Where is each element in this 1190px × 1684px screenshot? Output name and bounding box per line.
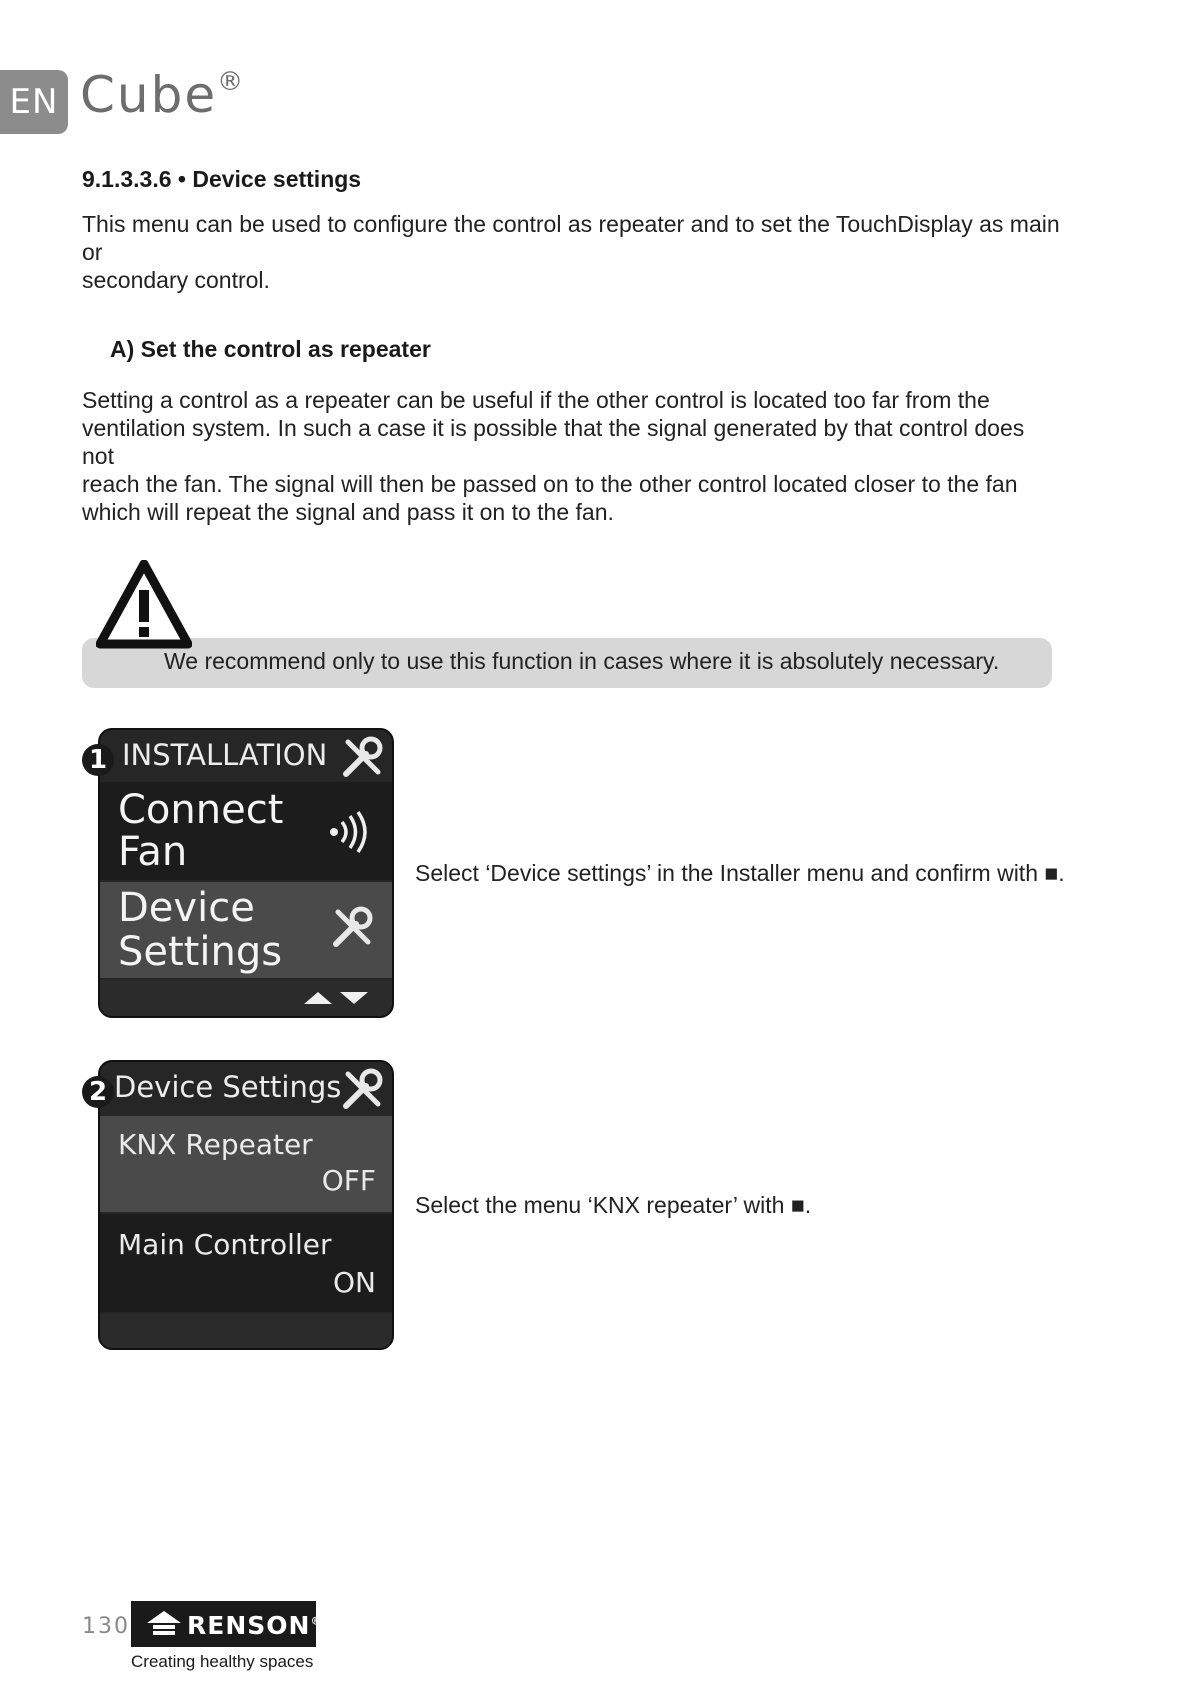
intro-line-2: secondary control. bbox=[82, 267, 270, 293]
intro-line-1: This menu can be used to configure the control as repeater and to set the TouchDisplay as main or bbox=[82, 211, 1060, 265]
house-logo-icon bbox=[145, 1609, 183, 1639]
wrench-screwdriver-icon bbox=[340, 736, 384, 780]
product-title bbox=[80, 66, 245, 124]
language-tab: EN bbox=[0, 70, 68, 134]
intro-paragraph bbox=[82, 210, 1062, 294]
warning-triangle-icon bbox=[96, 560, 192, 650]
warning-text: We recommend only to use this function in cases where it is absolutely necessary. bbox=[164, 648, 1000, 674]
menu-item-knx-repeater[interactable] bbox=[100, 1116, 392, 1212]
warning-box bbox=[82, 638, 1052, 688]
repeater-line-1: Setting a control as a repeater can be useful if the other control is located too far from the bbox=[82, 387, 990, 413]
step-number-badge: 2 bbox=[82, 1076, 114, 1108]
repeater-line-4: which will repeat the signal and pass it on to the fan. bbox=[82, 499, 614, 525]
menu-item-connect-fan[interactable] bbox=[100, 782, 392, 880]
main-controller-value: ON bbox=[333, 1266, 376, 1299]
step-2-instruction: Select the menu ‘KNX repeater’ with ■. bbox=[415, 1192, 812, 1218]
step-1-instruction: Select ‘Device settings’ in the Installer menu and confirm with ■. bbox=[415, 860, 1065, 886]
knx-repeater-label: KNX Repeater bbox=[118, 1128, 313, 1161]
registered-mark: ® bbox=[217, 67, 246, 98]
product-name: Cube bbox=[80, 66, 218, 124]
repeater-paragraph bbox=[82, 386, 1062, 526]
repeater-line-2: ventilation system. In such a case it is possible that the signal generated by that control does not bbox=[82, 415, 1025, 469]
logo-wordmark: RENSON bbox=[187, 1611, 311, 1640]
device-settings-screen bbox=[98, 1060, 394, 1350]
wrench-screwdriver-icon bbox=[340, 1068, 384, 1112]
tagline: Creating healthy spaces bbox=[131, 1652, 314, 1671]
knx-repeater-value: OFF bbox=[321, 1164, 376, 1197]
section-heading: 9.1.3.3.6 • Device settings bbox=[82, 166, 362, 192]
wrench-screwdriver-icon bbox=[330, 906, 374, 950]
signal-waves-icon bbox=[328, 810, 372, 854]
step-number-badge: 1 bbox=[82, 744, 114, 776]
repeater-line-3: reach the fan. The signal will then be passed on to the other control located closer to the fan bbox=[82, 471, 1018, 497]
menu-item-device-settings[interactable] bbox=[100, 882, 392, 978]
device-settings-line-2: Settings bbox=[118, 929, 283, 975]
logo-registered-mark: ® bbox=[310, 1614, 323, 1628]
connect-fan-line-2: Fan bbox=[118, 829, 188, 875]
nav-strip bbox=[100, 1314, 392, 1348]
page-number: 130 bbox=[82, 1614, 130, 1639]
logo-text bbox=[187, 1611, 322, 1640]
renson-logo bbox=[131, 1601, 323, 1647]
connect-fan-line-1: Connect bbox=[118, 787, 284, 833]
installation-screen bbox=[98, 728, 394, 1018]
main-controller-label: Main Controller bbox=[118, 1228, 332, 1261]
device-settings-line-1: Device bbox=[118, 885, 255, 931]
nav-strip bbox=[100, 980, 392, 1016]
subsection-heading: A) Set the control as repeater bbox=[110, 336, 431, 362]
screen-title: Device Settings bbox=[114, 1070, 342, 1104]
menu-item-main-controller[interactable] bbox=[100, 1214, 392, 1312]
screen-title: INSTALLATION bbox=[122, 738, 328, 772]
up-down-arrows-icon[interactable] bbox=[302, 988, 372, 1008]
